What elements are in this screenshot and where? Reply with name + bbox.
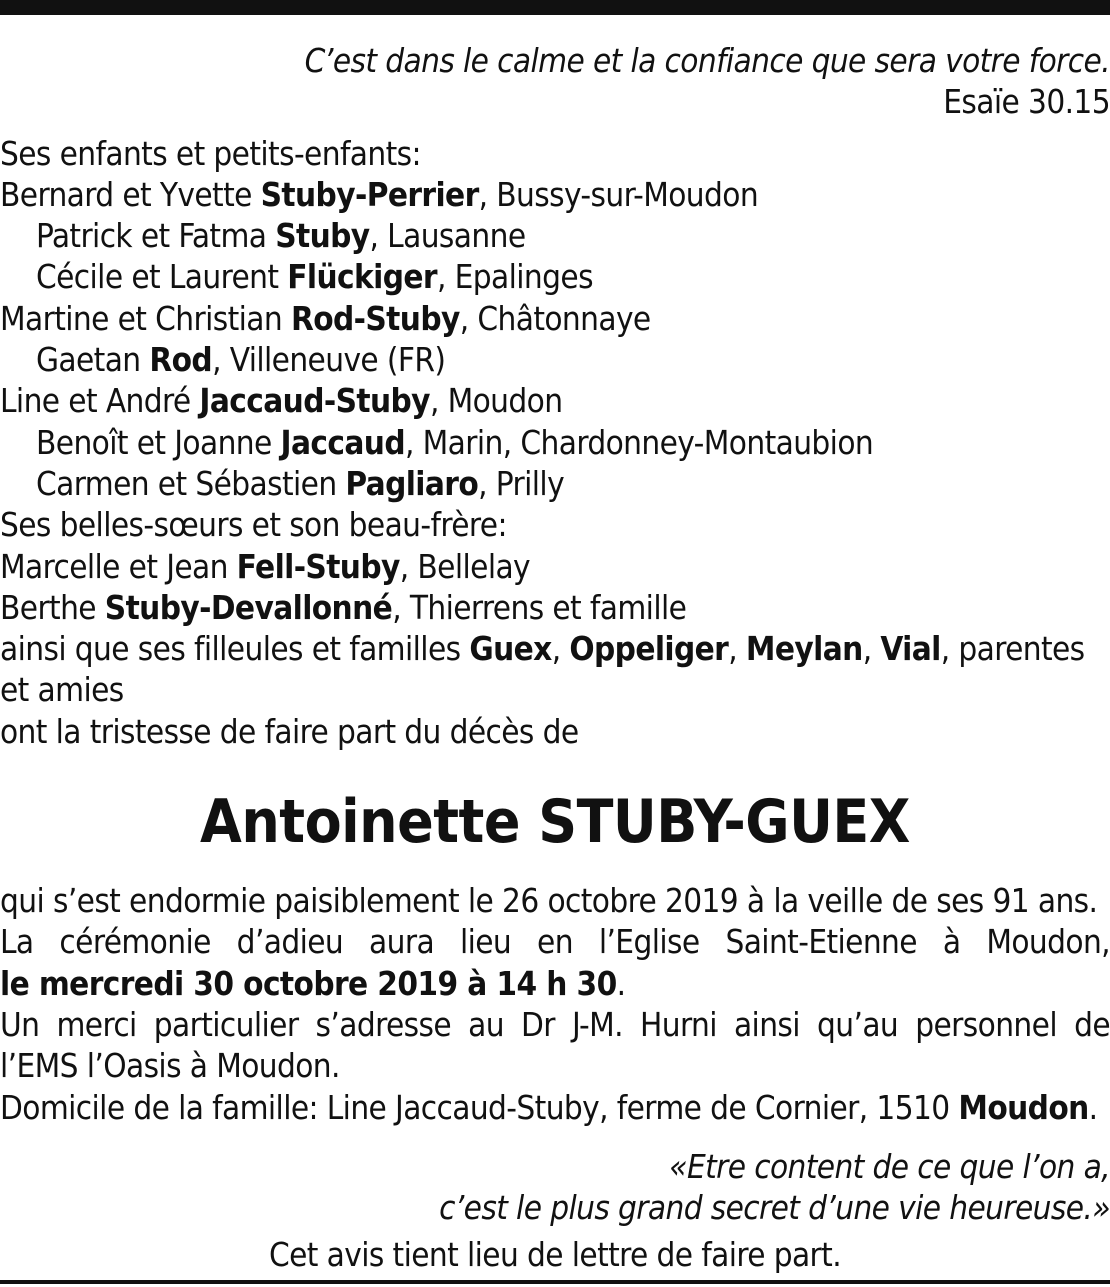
thanks-line-2: l’EMS l’Oasis à Moudon. (0, 1046, 340, 1086)
closing-quote-line-2: c’est le plus grand secret d’une vie heureuse.» (439, 1188, 1110, 1228)
closing-note: Cet avis tient lieu de lettre de faire part. (268, 1235, 842, 1275)
family-line-berthe: Berthe Stuby-Devallonné, Thierrens et famille (0, 587, 687, 627)
family-line-benoit: Benoît et Joanne Jaccaud, Marin, Chardonney-Montaubion (36, 422, 874, 462)
announcement-line: ont la tristesse de faire part du décès de (0, 711, 579, 751)
family-line-bernard: Bernard et Yvette Stuby-Perrier, Bussy-sur-Moudon (0, 174, 759, 214)
epigraph-reference: Esaïe 30.15 (943, 82, 1110, 122)
family-line-gaetan: Gaetan Rod, Villeneuve (FR) (36, 340, 446, 380)
domicile-line: Domicile de la famille: Line Jaccaud-Stuby, ferme de Cornier, 1510 Moudon. (0, 1087, 1098, 1127)
inlaws-heading: Ses belles-sœurs et son beau-frère: (0, 505, 507, 545)
children-heading: Ses enfants et petits-enfants: (0, 133, 421, 173)
bottom-rule (0, 1280, 1110, 1284)
ceremony-line: La cérémonie d’adieu aura lieu en l’Eglise Saint-Etienne à Moudon, (0, 922, 1110, 962)
deceased-name: Antoinette STUBY-GUEX (200, 787, 910, 858)
passing-line: qui s’est endormie paisiblement le 26 octobre 2019 à la veille de ses 91 ans. (0, 881, 1098, 921)
epigraph-quote: C’est dans le calme et la confiance que sera votre force. (304, 41, 1110, 80)
family-line-marcelle: Marcelle et Jean Fell-Stuby, Bellelay (0, 546, 531, 586)
godchildren-line: ainsi que ses filleules et familles Guex, Oppeliger, Meylan, Vial, parentes et amies (0, 629, 1085, 710)
family-line-line: Line et André Jaccaud-Stuby, Moudon (0, 381, 563, 421)
family-line-martine: Martine et Christian Rod-Stuby, Châtonnaye (0, 298, 651, 338)
obituary-notice (0, 40, 1110, 1276)
thanks-line-1: Un merci particulier s’adresse au Dr J-M. Hurni ainsi qu’au personnel de (0, 1004, 1110, 1044)
family-line-carmen: Carmen et Sébastien Pagliaro, Prilly (36, 463, 565, 503)
closing-quote-line-1: «Etre content de ce que l’on a, (669, 1146, 1110, 1186)
ceremony-date-line: le mercredi 30 octobre 2019 à 14 h 30. (0, 963, 626, 1003)
spacer (0, 123, 1110, 133)
top-rule (0, 0, 1110, 15)
family-line-cecile: Cécile et Laurent Flückiger, Epalinges (36, 257, 593, 297)
family-line-patrick: Patrick et Fatma Stuby, Lausanne (36, 216, 526, 256)
